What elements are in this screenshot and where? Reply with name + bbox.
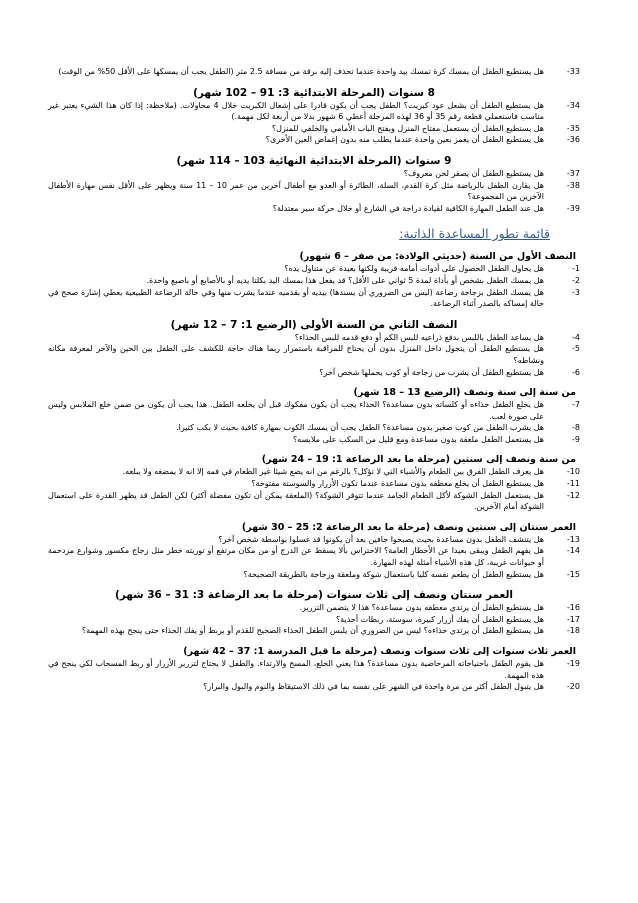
item-text: هل يستطيع الطفل أن يطعم نفسه كليا باستعمال شوكة وملعقة وزجاجة بالطريقة الصحيحة؟ — [243, 569, 544, 579]
item-number: -34 — [566, 100, 580, 110]
item-number: -14 — [566, 546, 580, 556]
item-35 — [48, 123, 580, 135]
item-text: هل يستطيع الطفل أن يصفر لحن معروف؟ — [403, 168, 544, 178]
item-text: هل يستعمل الطفل ملعقة بدون مساعدة ومع قليل من السكب على ملابسه؟ — [292, 434, 544, 444]
item-text: هل يمسك الطفل بشخص أو بأداة لمدة 5 ثواني على الأقل؟ قد يفعل هذا بمسك اليد بكلتا يديه أو بالأصابع أو باصبع واحدة. — [146, 275, 544, 285]
item-text: هل يستطيع الطفل أن يغمز بعين واحدة عندما يطلب منه بدون إغماض العين الأخرى؟ — [265, 135, 544, 145]
item-34 — [48, 100, 580, 123]
age-heading-8-years: 8 سنوات (المرحلة الابتدائية 3: 91 – 102 شهر) — [193, 86, 435, 99]
item-text: هل يستطيع الطفل أن يرتدي معطفه بدون مساعدة؟ هذا لا يتضمن التزرير. — [299, 603, 544, 613]
item-number: -19 — [566, 659, 580, 668]
item-number: -8 — [572, 423, 580, 433]
item-text: هل يستطيع الطفل أن يشرب من زجاجة أو كوب يحملها شخص آخر؟ — [319, 367, 544, 377]
item-15 — [48, 569, 580, 581]
item-text: هل يستطيع الطفل أن يستعمل مفتاح المنزل ويفتح الباب الأمامي والخلفي للمنزل؟ — [271, 123, 544, 133]
item-number: -9 — [572, 434, 580, 444]
item-text: هل يحاول الطفل الحصول على أدوات أمامه قريبة ولكنها بعيدة عن متناول يده؟ — [284, 264, 544, 274]
item-17 — [48, 614, 580, 626]
item-number: -11 — [566, 479, 580, 489]
item-number: -2 — [572, 275, 580, 285]
section-heading-37-42-months: العمر ثلاث سنوات إلى ثلاث سنوات ونصف (مرحلة ما قبل المدرسة 1: 37 – 42 شهر) — [183, 646, 576, 657]
item-text: هل يقوم الطفل باحتياجاته المرحاضية بدون مساعدة؟ هذا يعني الخلع، المسح والارتداء. والطفل لا يحتاج لتزرير الأزرار أو ربط المسحاب لكي ينجح في هذه المهمة. — [48, 659, 544, 680]
item-number: -15 — [566, 569, 580, 579]
item-text: هل يستطيع الطفل أن يخلع معطفه بدون مساعدة عندما تكون الأزرار والسوستة مفتوحة؟ — [251, 479, 544, 489]
item-text: هل عند الطفل المهارة الكافية لقيادة دراجة في الشارع أو خلال حركة سير معتدلة؟ — [272, 203, 544, 213]
item-number: -38 — [566, 180, 580, 190]
item-number: -16 — [566, 603, 580, 613]
item-number: -6 — [572, 367, 580, 377]
item-text: هل يستطيع الطفل أن يشعل عود كبريت؟ الطفل يجب أن يكون قادرا على إشعال الكبريت خلال 4 محاولات. (ملاحظة: إذا كان هذا الشيء يعتبر غير مناسب فاستعملي قطعة رقم 35 أو 36 لهذه المرحلة أعطي 6 شهور بدلا من أربعة لكل مهمة.) — [48, 100, 544, 122]
item-number: -36 — [566, 135, 580, 145]
item-39 — [48, 203, 580, 215]
item-number: -13 — [566, 534, 580, 544]
item-2 — [48, 275, 580, 287]
item-text: هل يستطيع الطفل أن يرتدي حذاءه؟ ليس من الضروري أن يلبس الطفل الحذاء الصحيح للقدم أو يربط أو يفك الحذاء حتى ينجح بهذه المهمة؟ — [81, 626, 544, 636]
item-36 — [48, 134, 580, 146]
item-number: -39 — [566, 203, 580, 213]
item-number: -10 — [566, 467, 580, 477]
item-text: هل يقارن الطفل بالرياضة مثل كرة القدم، السلة، الطائرة أو العدو مع أطفال آخرين من عمر 10 – 11 سنة ويظهر على الأقل نفس مهارة الأطفال الآخرين من المجموعة؟ — [48, 180, 544, 202]
item-18 — [48, 625, 580, 637]
item-8 — [48, 422, 580, 434]
item-text: هل يساعد الطفل باللبس بدفع ذراعيه للبس الكم أو دفع قدمه للبس الحذاء؟ — [294, 332, 544, 342]
item-12 — [48, 490, 580, 513]
section-heading-0-6-months: النصف الأول من السنة (حديثي الولادة: من صفر – 6 شهور) — [299, 251, 576, 263]
item-9 — [48, 434, 580, 446]
item-33 — [48, 66, 580, 78]
item-1 — [48, 263, 580, 275]
item-text: هل يشرب الطفل من كوب صغير بدون مساعدة؟ الطفل يجب أن يمسك الكوب بمهارة كافية بحيث لا يكب كثيرا. — [176, 423, 544, 433]
item-11 — [48, 478, 580, 490]
item-number: -12 — [566, 490, 580, 500]
section-heading-19-24-months: من سنة ونصف إلى سنتين (مرحلة ما بعد الرضاعة 1: 19 – 24 شهر) — [261, 454, 576, 466]
item-37 — [48, 168, 580, 180]
item-3 — [48, 287, 580, 310]
item-number: -5 — [572, 344, 580, 354]
item-text: هل يستطيع الطفل أن يمسك كرة تمسك بيد واحدة عندما تحذف إليه برقة من مسافة 2.5 متر (الطفل يجب أن يمسكها على الأقل 50% من الوقت) — [58, 67, 544, 76]
item-number: -18 — [566, 626, 580, 636]
item-38 — [48, 180, 580, 203]
item-number: -1 — [572, 264, 580, 274]
item-number: -4 — [572, 332, 580, 342]
item-5 — [48, 343, 580, 366]
item-text: هل يستطيع الطفل أن يفك أزرار كبيرة، سوستة، ربطات أحذية؟ — [335, 614, 544, 624]
self-help-list-title: قائمة تطور المساعدة الذاتية: — [399, 226, 550, 242]
section-heading-7-12-months: النصف الثاني من السنة الأولى (الرضيع 1: 7 – 12 شهر) — [170, 318, 458, 331]
item-text: هل يعرف الطفل الفرق بين الطعام والأشياء التي لا تؤكل؟ بالرغم من انه يضع شيئا غير الطعام في فمه إلا انه لا يمضغه ولا يبلعه. — [122, 467, 544, 477]
item-4 — [48, 332, 580, 344]
item-text: هل يستطيع الطفل أن يتجول داخل المنزل بدون أن يحتاج للمراقبة باستمرار ربما هناك حاجة للكشف على الطفل بين الحين والآخر لمعرفة مكانه ونشاطه؟ — [48, 344, 544, 365]
item-text: هل يتنشف الطفل بدون مساعدة بحيث يصبحوا جافين بعد أن يكونوا قد غسلوا بواسطة شخص آخر؟ — [218, 534, 544, 544]
section-heading-13-18-months: من سنة إلى سنة ونصف (الرضيع 13 – 18 شهر) — [353, 387, 576, 399]
item-number: -20 — [566, 682, 580, 692]
item-7 — [48, 399, 580, 422]
item-13 — [48, 534, 580, 546]
item-number: -3 — [572, 287, 580, 297]
item-number: -37 — [566, 168, 580, 178]
item-10 — [48, 466, 580, 478]
item-text: هل يخلع الطفل حذاءه أو كلساته بدون مساعدة؟ الحذاء يجب أن يكون مفكوك قبل أن يخلعه الطفل. هذا يجب أن يكون من ضمن خلع الملابس وليس على صورة لعب. — [48, 400, 544, 421]
age-heading-9-years: 9 سنوات (المرحلة الابتدائية النهائية 103 – 114 شهر) — [176, 154, 452, 167]
item-number: -17 — [566, 614, 580, 624]
section-heading-31-36-months: العمر سنتان ونصف إلى ثلاث سنوات (مرحلة ما بعد الرضاعة 3: 31 – 36 شهر) — [114, 589, 514, 602]
item-16 — [48, 602, 580, 614]
item-number: -33 — [566, 67, 580, 76]
item-text: هل يستعمل الطفل الشوكة لأكل الطعام الجامد عندما تتوفر الشوكة؟ (الملعقة يمكن أن تكون مفضلة أكثر) لكن الطفل قد يظهر القدرة على استعمال الشوكة أمام الآخرين. — [48, 490, 544, 512]
item-number: -35 — [566, 123, 580, 133]
item-20 — [48, 681, 580, 693]
item-text: هل يمسك الطفل بزجاجة رضاعة (ليس من الضروري أن يسندها) بيديه أو بقدميه عندما يشرب منها وفي حالة الرضاعة الطبيعية يعطي إشارة صحح في حالة إمساكه بالصدر أثناء الرضاعة. — [48, 287, 544, 309]
item-6 — [48, 367, 580, 379]
item-number: -7 — [572, 400, 580, 410]
item-14 — [48, 545, 580, 568]
item-text: هل يتبول الطفل أكثر من مرة واحدة في الشهر على نفسه بما في ذلك الاستيقاظ والنوم والبول والبراز؟ — [203, 682, 544, 692]
item-19 — [48, 658, 580, 681]
item-text: هل يفهم الطفل ويبقى بعيدا عن الأخطار العامة؟ الاحتراس بألا يسقط عن الدرج أو من مكان مرتفع أو توريته خطر مثل زجاج مكسور وشوارع مزدحمة أو حيوانات غريبة، كل هذه الأشياء أمثلة لهذه المهارة. — [48, 546, 544, 568]
section-heading-25-30-months: العمر سنتان إلى سنتين ونصف (مرحلة ما بعد الرضاعة 2: 25 – 30 شهر) — [241, 521, 576, 533]
